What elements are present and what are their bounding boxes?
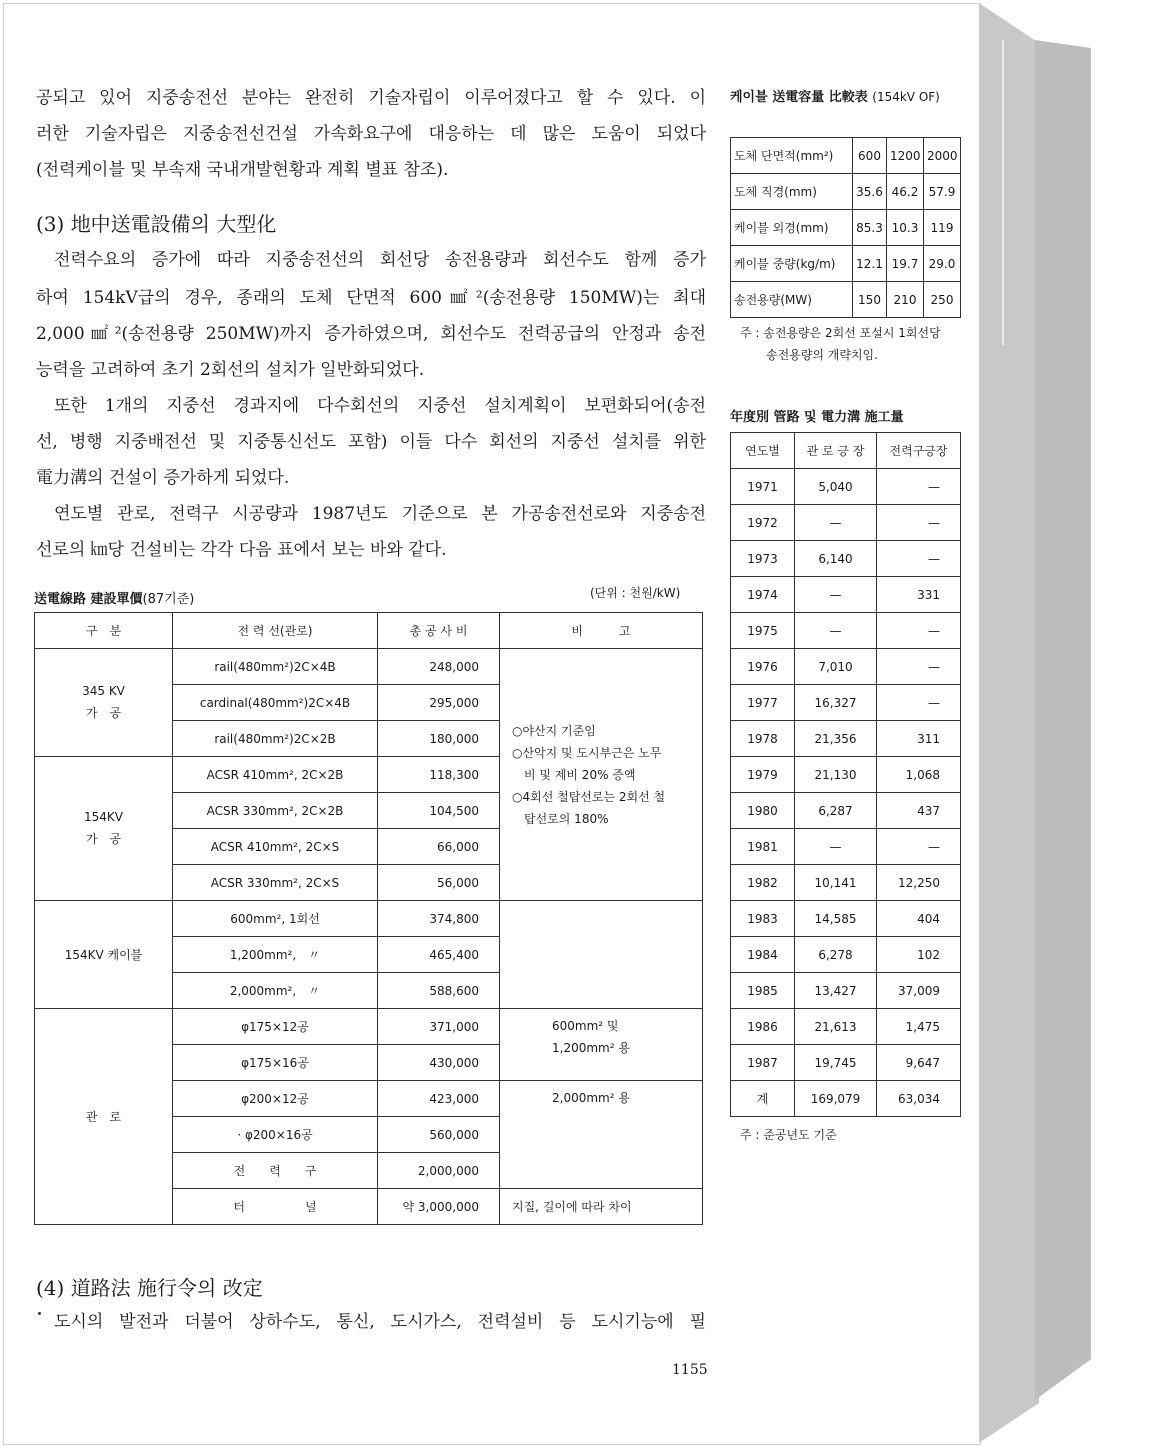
line-type-cell: rail(480mm²)2C×2B bbox=[173, 721, 378, 757]
duct-length-cell: 6,287 bbox=[795, 793, 877, 829]
cost-cell: 374,800 bbox=[378, 901, 500, 937]
row-label: 도체 직경(mm) bbox=[731, 174, 853, 210]
cost-cell: 56,000 bbox=[378, 865, 500, 901]
value-cell: 57.9 bbox=[924, 174, 961, 210]
year-cell: 1976 bbox=[731, 649, 795, 685]
table-row bbox=[731, 685, 961, 721]
table-row bbox=[35, 649, 703, 685]
row-label: 케이블 중량(kg/m) bbox=[731, 246, 853, 282]
body-line: (전력케이블 및 부속재 국내개발현황과 계획 별표 참조). bbox=[36, 160, 449, 180]
value-cell: 19.7 bbox=[887, 246, 924, 282]
column-header: 관 로 긍 장 bbox=[795, 433, 877, 469]
table-row bbox=[731, 577, 961, 613]
body-line: 선로의 ㎞당 건설비는 각각 다음 표에서 보는 바와 같다. bbox=[36, 540, 447, 560]
remark-cell-overhead: ○야산지 기준임 ○산악지 및 도시부근은 노무 비 및 제비 20% 증액 ○4회선 철탑선로는 2회선 철 탑선로의 180% bbox=[500, 649, 703, 901]
table-row bbox=[731, 174, 961, 210]
line-type-cell: 600mm², 1회선 bbox=[173, 901, 378, 937]
row-label: 송전용량(MW) bbox=[731, 282, 853, 318]
remark-cell-duct: 600mm² 및 1,200mm² 용 bbox=[500, 1009, 703, 1081]
table-row bbox=[731, 865, 961, 901]
body-line: 선, 병행 지중배전선 및 지중통신선도 포함) 이들 다수 회선의 지중선 설치를 위한 bbox=[36, 432, 706, 452]
duct-length-cell: — bbox=[795, 613, 877, 649]
line-type-cell: ACSR 330mm², 2C×2B bbox=[173, 793, 378, 829]
line-type-cell: · φ200×16공 bbox=[173, 1117, 378, 1153]
year-cell: 1974 bbox=[731, 577, 795, 613]
duct-length-cell: 21,613 bbox=[795, 1009, 877, 1045]
duct-length-cell: — bbox=[795, 505, 877, 541]
construction-cost-table bbox=[34, 612, 703, 1225]
capacity-comparison-table bbox=[730, 137, 961, 318]
cost-cell: 295,000 bbox=[378, 685, 500, 721]
duct-length-cell: 13,427 bbox=[795, 973, 877, 1009]
value-cell: 29.0 bbox=[924, 246, 961, 282]
cost-cell: 588,600 bbox=[378, 973, 500, 1009]
table-row bbox=[731, 901, 961, 937]
year-cell: 1971 bbox=[731, 469, 795, 505]
column-header: 연도별 bbox=[731, 433, 795, 469]
table-row bbox=[731, 282, 961, 318]
cost-cell: 180,000 bbox=[378, 721, 500, 757]
duct-length-cell: 5,040 bbox=[795, 469, 877, 505]
body-line: 연도별 관로, 전력구 시공량과 1987년도 기준으로 본 가공송전선로와 지중송전 bbox=[54, 504, 706, 524]
page-edge-mark bbox=[1002, 40, 1004, 345]
remark-cell-duct-2: 2,000mm² 용 bbox=[500, 1081, 703, 1189]
value-cell: 10.3 bbox=[887, 210, 924, 246]
page-stack-edge bbox=[979, 3, 1039, 1443]
column-header: 구 분 bbox=[35, 613, 173, 649]
line-type-cell: cardinal(480mm²)2C×4B bbox=[173, 685, 378, 721]
value-cell: 210 bbox=[887, 282, 924, 318]
column-header: 전력구긍장 bbox=[877, 433, 961, 469]
table-header-row bbox=[35, 613, 703, 649]
year-cell: 계 bbox=[731, 1081, 795, 1117]
tunnel-length-cell: 102 bbox=[877, 937, 961, 973]
capacity-table-title: 케이블 送電容量 比較表 (154kV OF) bbox=[730, 90, 940, 105]
tunnel-length-cell: — bbox=[877, 505, 961, 541]
line-type-cell: φ175×12공 bbox=[173, 1009, 378, 1045]
body-line: 2,000㎟²(송전용량 250MW)까지 증가하였으며, 회선수도 전력공급의 안정과 송전 bbox=[36, 324, 706, 344]
duct-length-cell: 16,327 bbox=[795, 685, 877, 721]
value-cell: 46.2 bbox=[887, 174, 924, 210]
value-cell: 119 bbox=[924, 210, 961, 246]
tunnel-length-cell: 37,009 bbox=[877, 973, 961, 1009]
row-label: 케이블 외경(mm) bbox=[731, 210, 853, 246]
line-type-cell: φ175×16공 bbox=[173, 1045, 378, 1081]
tunnel-length-cell: 437 bbox=[877, 793, 961, 829]
year-cell: 1972 bbox=[731, 505, 795, 541]
column-header: 전 력 선(관로) bbox=[173, 613, 378, 649]
column-header: 2000 bbox=[924, 138, 961, 174]
duct-length-cell: 6,140 bbox=[795, 541, 877, 577]
page-number: 1155 bbox=[672, 1362, 708, 1378]
tunnel-length-cell: 311 bbox=[877, 721, 961, 757]
year-cell: 1985 bbox=[731, 973, 795, 1009]
table-header-row bbox=[731, 138, 961, 174]
value-cell: 35.6 bbox=[853, 174, 887, 210]
yearly-table-note: 주 : 준공년도 기준 bbox=[740, 1128, 837, 1142]
year-cell: 1979 bbox=[731, 757, 795, 793]
value-cell: 150 bbox=[853, 282, 887, 318]
table-row bbox=[731, 793, 961, 829]
body-line: 전력수요의 증가에 따라 지중송전선의 회선당 송전용량과 회선수도 함께 증가 bbox=[54, 250, 706, 270]
duct-length-cell: 14,585 bbox=[795, 901, 877, 937]
value-cell: 12.1 bbox=[853, 246, 887, 282]
line-type-cell: 1,200mm², 〃 bbox=[173, 937, 378, 973]
table-row bbox=[731, 505, 961, 541]
table-row bbox=[731, 649, 961, 685]
main-table-unit: (단위 : 천원/kW) bbox=[590, 586, 681, 600]
tunnel-length-cell: — bbox=[877, 829, 961, 865]
year-cell: 1984 bbox=[731, 937, 795, 973]
line-type-cell: ACSR 410mm², 2C×S bbox=[173, 829, 378, 865]
table-row bbox=[731, 937, 961, 973]
table-row bbox=[731, 613, 961, 649]
value-cell: 250 bbox=[924, 282, 961, 318]
year-cell: 1978 bbox=[731, 721, 795, 757]
line-type-cell: rail(480mm²)2C×4B bbox=[173, 649, 378, 685]
duct-length-cell: 10,141 bbox=[795, 865, 877, 901]
tunnel-length-cell: — bbox=[877, 469, 961, 505]
remark-cell-tunnel: 지질, 길이에 따라 차이 bbox=[500, 1189, 703, 1225]
table-row bbox=[731, 1045, 961, 1081]
table-row bbox=[731, 973, 961, 1009]
body-line: 공되고 있어 지중송전선 분야는 완전히 기술자립이 이루어졌다고 할 수 있다. 이 bbox=[36, 88, 706, 108]
year-cell: 1980 bbox=[731, 793, 795, 829]
body-line: 또한 1개의 지중선 경과지에 다수회선의 지중선 설치계획이 보편화되어(송전 bbox=[54, 396, 706, 416]
yearly-table-title: 年度別 管路 및 電力溝 施工量 bbox=[730, 410, 904, 425]
table-row bbox=[35, 901, 703, 937]
tunnel-length-cell: 404 bbox=[877, 901, 961, 937]
year-cell: 1977 bbox=[731, 685, 795, 721]
duct-length-cell: — bbox=[795, 577, 877, 613]
remark-cell-empty bbox=[500, 901, 703, 1009]
year-cell: 1981 bbox=[731, 829, 795, 865]
year-cell: 1982 bbox=[731, 865, 795, 901]
table-row bbox=[731, 1081, 961, 1117]
body-line: 하여 154kV급의 경우, 종래의 도체 단면적 600㎟²(송전용량 150MW)는 최대 bbox=[36, 288, 706, 308]
line-type-cell: 2,000mm², 〃 bbox=[173, 973, 378, 1009]
tunnel-length-cell: 12,250 bbox=[877, 865, 961, 901]
column-header: 600 bbox=[853, 138, 887, 174]
line-type-cell: 전 력 구 bbox=[173, 1153, 378, 1189]
duct-length-cell: 7,010 bbox=[795, 649, 877, 685]
duct-length-cell: 19,745 bbox=[795, 1045, 877, 1081]
year-cell: 1973 bbox=[731, 541, 795, 577]
body-line: 도시의 발전과 더불어 상하수도, 통신, 도시가스, 전력설비 등 도시기능에 필 bbox=[54, 1312, 706, 1332]
section-3-heading: (3) 地中送電設備의 大型化 bbox=[36, 212, 277, 236]
cost-cell: 104,500 bbox=[378, 793, 500, 829]
cost-cell: 465,400 bbox=[378, 937, 500, 973]
year-cell: 1987 bbox=[731, 1045, 795, 1081]
tunnel-length-cell: 63,034 bbox=[877, 1081, 961, 1117]
cost-cell: 423,000 bbox=[378, 1081, 500, 1117]
table-row bbox=[731, 541, 961, 577]
table-header-row bbox=[731, 433, 961, 469]
table-row bbox=[35, 1009, 703, 1045]
column-header: 비 고 bbox=[500, 613, 703, 649]
cost-cell: 371,000 bbox=[378, 1009, 500, 1045]
duct-length-cell: 21,356 bbox=[795, 721, 877, 757]
table-row bbox=[731, 210, 961, 246]
table-row bbox=[731, 829, 961, 865]
page-stack-edge-back bbox=[1035, 40, 1091, 1400]
capacity-table-note: 주 : 송전용량은 2회선 포설시 1회선당 송전용량의 개략치임. bbox=[740, 326, 941, 362]
column-header: 1200 bbox=[887, 138, 924, 174]
table-row bbox=[731, 469, 961, 505]
tunnel-length-cell: 1,068 bbox=[877, 757, 961, 793]
table-row bbox=[731, 721, 961, 757]
tunnel-length-cell: 9,647 bbox=[877, 1045, 961, 1081]
line-type-cell: ACSR 410mm², 2C×2B bbox=[173, 757, 378, 793]
cost-cell: 560,000 bbox=[378, 1117, 500, 1153]
row-label: 도체 단면적(mm²) bbox=[731, 138, 853, 174]
cost-cell: 118,300 bbox=[378, 757, 500, 793]
line-type-cell: ACSR 330mm², 2C×S bbox=[173, 865, 378, 901]
line-type-cell: 터 널 bbox=[173, 1189, 378, 1225]
line-type-cell: φ200×12공 bbox=[173, 1081, 378, 1117]
tunnel-length-cell: — bbox=[877, 649, 961, 685]
value-cell: 85.3 bbox=[853, 210, 887, 246]
table-row bbox=[731, 246, 961, 282]
body-line: 능력을 고려하여 초기 2회선의 설치가 일반화되었다. bbox=[36, 360, 425, 380]
section-4-heading: (4) 道路法 施行令의 改定 bbox=[36, 1276, 263, 1300]
tunnel-length-cell: — bbox=[877, 613, 961, 649]
year-cell: 1983 bbox=[731, 901, 795, 937]
group-label: 관 로 bbox=[35, 1009, 173, 1225]
cost-cell: 248,000 bbox=[378, 649, 500, 685]
cost-cell: 2,000,000 bbox=[378, 1153, 500, 1189]
cost-cell: 430,000 bbox=[378, 1045, 500, 1081]
body-line: 電力溝의 건설이 증가하게 되었다. bbox=[36, 468, 290, 488]
table-row bbox=[731, 757, 961, 793]
body-line: 러한 기술자립은 지중송전선건설 가속화요구에 대응하는 데 많은 도움이 되었다 bbox=[36, 124, 706, 144]
group-label: 154KV 케이블 bbox=[35, 901, 173, 1009]
duct-length-cell: — bbox=[795, 829, 877, 865]
year-cell: 1986 bbox=[731, 1009, 795, 1045]
duct-length-cell: 6,278 bbox=[795, 937, 877, 973]
year-cell: 1975 bbox=[731, 613, 795, 649]
column-header: 총 공 사 비 bbox=[378, 613, 500, 649]
tunnel-length-cell: — bbox=[877, 685, 961, 721]
cost-cell: 66,000 bbox=[378, 829, 500, 865]
cost-cell: 약 3,000,000 bbox=[378, 1189, 500, 1225]
main-table-title: 送電線路 建設單價(87기준) bbox=[34, 592, 195, 607]
group-label: 154KV 가 공 bbox=[35, 757, 173, 901]
yearly-construction-table bbox=[730, 432, 961, 1117]
group-label: 345 KV 가 공 bbox=[35, 649, 173, 757]
table-row bbox=[731, 1009, 961, 1045]
tunnel-length-cell: 1,475 bbox=[877, 1009, 961, 1045]
duct-length-cell: 21,130 bbox=[795, 757, 877, 793]
tunnel-length-cell: 331 bbox=[877, 577, 961, 613]
tunnel-length-cell: — bbox=[877, 541, 961, 577]
duct-length-cell: 169,079 bbox=[795, 1081, 877, 1117]
